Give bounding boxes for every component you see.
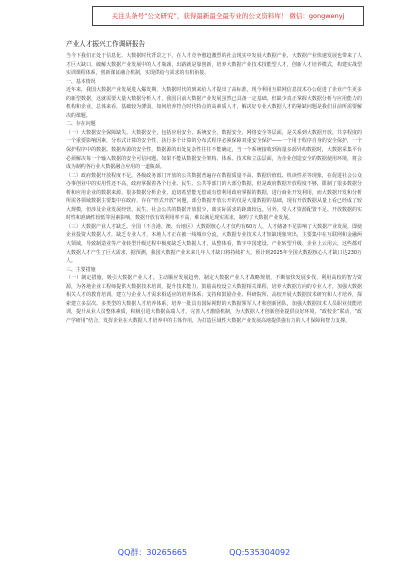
paragraph: （三）大数据产业人才缺乏。全国（不含港、澳、台地区）大数据核心人才仅约有60万人，人才储备不足影响了大数据产业发展，即使企业投资大数据人才，缺乏专业人才，本地人才正在被一线城市分流，大数据专业技术人才短缺现象突出，主要集中在互联网和金融两大领域，导致制造业等产业转型升级过程中极度缺乏大数据人才，从整体看，数字中国建设、产业转型升级、企业上云用云，这些都对大数据人才产生了巨大需求，据预测，我国大数据产业未来几年人才缺口将持续扩大，预计到2025年全国大数据核心人才缺口达230万人。 <box>66 223 362 265</box>
paragraph: （一）大数据安全保障缺失。大数据安全，包括应用安全、系统安全、数据安全、网络安全等层面，是关系到大数据开放、共享程度的一个重要影响因素，分布式计算的安全性，执行多个计算的分布式程序必须保障双重安全保护——一个用于程序自身的安全保护，一个保护程序中的数据。数据库源的安全性，数据源的出处复杂性往往不能确定，当一个系统接收到海量多源异构数据时，大数据采集平台必须解决每一个输入数据的安全可信问题。如果不能从数据安全架构、体系、技术和立法层面，为企业创造安全的数据使用环境，将会成为制约各行业大数据融合应用的一道瓶颈。 <box>66 129 362 171</box>
section-heading: 三、主要措施 <box>66 266 96 273</box>
promo-banner <box>92 6 364 26</box>
qq-group-text: QQ群：30265665 <box>117 548 188 557</box>
contact-footer <box>0 548 408 558</box>
document-body <box>66 52 362 532</box>
promo-banner-text: 关注头条号“公文研究”，获得最新最全最专业的公文资料库！ 微信：gongwenyj <box>111 12 345 20</box>
paragraph: （二）政府数据开放程度不足。各级政务部门开放的公共数据普遍存在数据质量不高、数据价值低、机读性差等现象，在促进社会公众办事创业中的实用性还不高，政府掌握着各个行业、民生、公共等部门的大部分数据，但是政府数据开放程度不够，限制了很多数据分析和应用企业的数据来源，很多数据分析企业，迫切希望能无偿或有偿利用政府掌握的数据，进行商业开发利用，而大数据开发和分析所需各领域数据主要集中在政府，存在“形式开放”问题，部分数据开放公开的仅是大量数据的基础，现有开放数据从量上看已经成了较大规模，但涉及企业发展经营、民生、社会公共的数据开放很少，离实际需求的距离较远。另外，受人才资源配置不足、开放数据的实时性和准确性较低等因素影响，数据开放有效利用率不高，难以满足现实需求，制约了大数据产业发展。 <box>66 172 362 222</box>
section-heading: 二、存在问题 <box>66 121 96 128</box>
document-title: 产业人才振兴工作调研报告 <box>66 40 146 48</box>
paragraph: （一）制定措施，吸引大数据产业人才。主动顺应发展趋势，制定大数据产业人才战略规划，不断加快发展步伐，利用高校的智力资源，为各地企业工程师提供大数据技术培训，提升技术能力，鼓励高校设立大数据相关课程，培养大数据方向的专业人才，加强大数据相关人才的教育培训，建立与企业人才需求相适应的培养体系；支持和鼓励企业、科研院所、高校开展大数据技术研究和人才培养，探索建立多层次、多类型的大数据人才培养体系，培养一批具有国际视野的大数据领军人才和创新团队，加强大数据技术人员职业技能培训，提升从业人员整体素质，积极引进大数据高端人才，完善人才激励机制，为大数据人才创新创业提供良好环境，“政校企”联动，“政产学研用”结合，发挥企业在大数据人才培养中的主体作用，为打造区域性大数据产业发展高地提供强有力的人才保障和智力支撑。 <box>66 275 362 324</box>
section-heading: 一、基本情况 <box>66 78 96 85</box>
paragraph: 近年来，我国大数据产业发展进入爆发期，大数据时代的到来给人才提出了高标准，现今利用互联网信息技术办公促进了企业产生更多的新型数据，这就需要大量大数据分析人才，我国目前大数据产业发展虽然已具备一定基础，但缺少真正掌握大数据分析与应用能力的机构和企业，总体来看，基础较为薄弱，如何培养符合时代特点的高素质人才，解决好专业大数据人才的紧缺问题是我们目前所需要解决的课题。 <box>66 87 362 119</box>
qq-number-text: QQ:535304092 <box>229 548 291 557</box>
intro-paragraph: 当今下我们正处于信息化、大数据时代背景之下，在人才竞争愈趋激烈的社会现实中发展大数据产业，大数据产业快速发展也带来了人才巨大缺口，破解大数据产业发展中的人才瓶颈，出路就是靠创新，培养大数据产业技术技能型人才，创新人才培养模式，构建实战型实训课程体系，创新课证融合机制，实现供给与需求的有机衔接。 <box>66 53 362 77</box>
